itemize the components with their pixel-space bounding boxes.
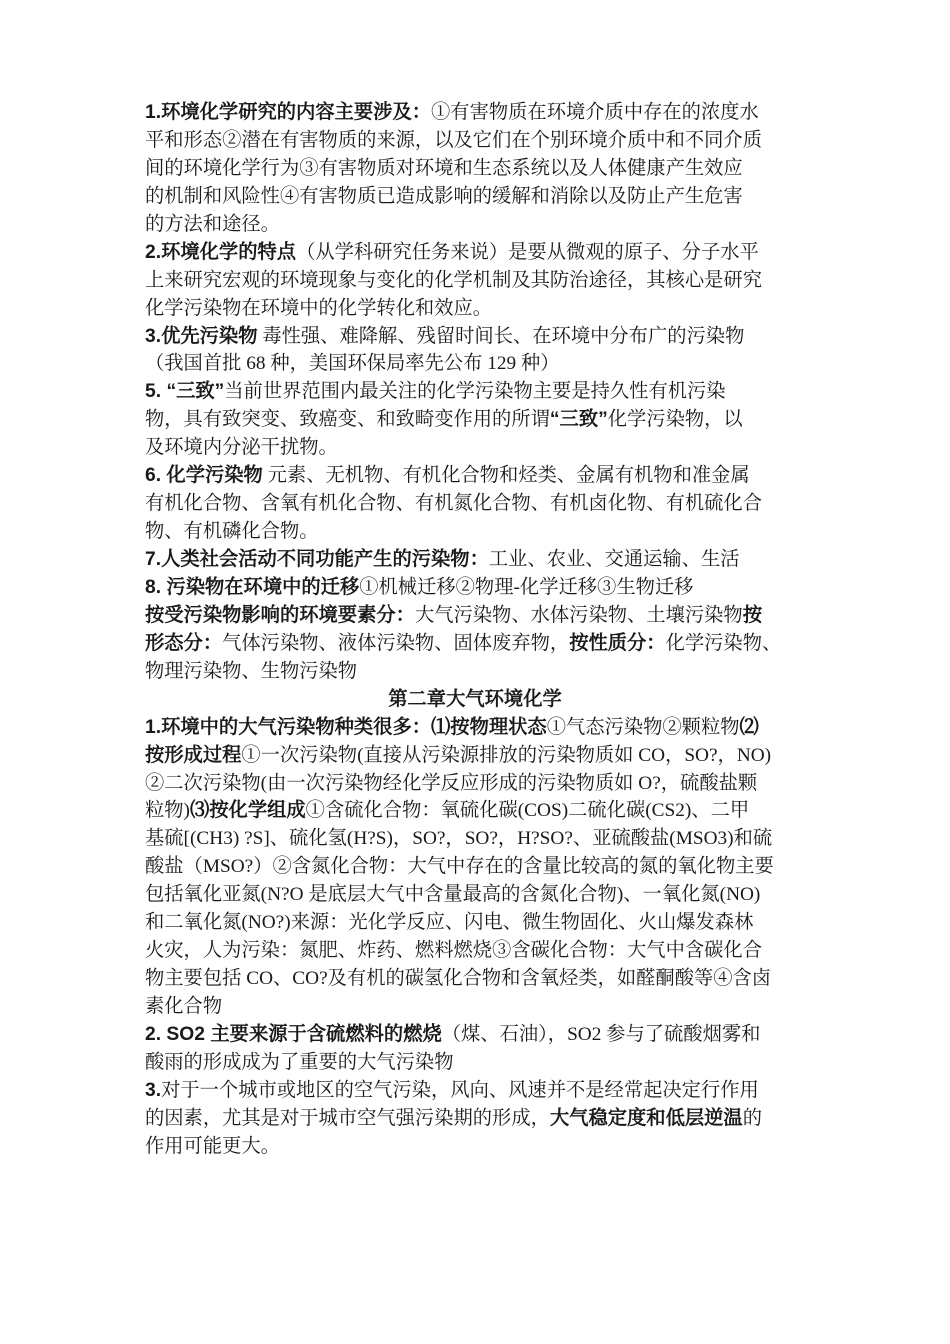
bold-term: 3.优先污染物 <box>145 325 258 347</box>
text-line <box>145 797 815 825</box>
text-segment: 化学污染物，以 <box>607 409 743 431</box>
text-segment: 作用可能更大。 <box>145 1135 280 1157</box>
text-segment: 物，具有致突变、致癌变、和致畸变作用的所谓 <box>145 409 550 431</box>
text-line <box>145 881 815 909</box>
text-segment: 大气污染物、水体污染物、土壤污染物 <box>414 604 743 626</box>
text-line <box>145 99 815 127</box>
text-line <box>145 490 815 518</box>
text-segment: 素化合物 <box>145 996 223 1017</box>
document-body <box>145 99 815 1161</box>
text-segment: 的方法和途径。 <box>145 213 280 235</box>
text-segment: ①一次污染物(直接从污染源排放的污染物质如 CO，SO?，NO) <box>241 744 772 766</box>
text-line <box>145 602 815 630</box>
text-line <box>145 1133 815 1161</box>
text-segment: ②二次污染物(由一次污染物经化学反应形成的污染物质如 O?，硫酸盐颗 <box>145 772 758 794</box>
text-line <box>145 406 815 434</box>
bold-term: “三致” <box>166 381 225 403</box>
text-line <box>145 546 815 574</box>
text-segment: 气体污染物、液体污染物、固体废弃物， <box>222 632 570 654</box>
text-line <box>145 770 815 798</box>
text-line <box>145 630 815 658</box>
text-segment: 毒性强、难降解、残留时间长、在环境中分布广的污染物 <box>257 325 745 347</box>
text-segment: （煤、石油），SO2 参与了硫酸烟雾和 <box>441 1023 761 1045</box>
text-segment: 化学污染物在环境中的化学转化和效应。 <box>145 297 493 319</box>
bold-term: 按形成过程 <box>145 744 242 766</box>
bold-term: “三致” <box>549 409 608 431</box>
text-segment: 平和形态②潜在有害物质的来源，以及它们在个别环境介质中和不同介质 <box>145 129 762 151</box>
text-line <box>145 518 815 546</box>
text-line <box>145 658 815 686</box>
text-line <box>145 937 815 965</box>
text-line <box>145 350 815 378</box>
text-line <box>145 1105 815 1133</box>
text-line <box>145 853 815 881</box>
text-line <box>145 295 815 323</box>
text-line <box>145 378 815 406</box>
text-segment: ①有害物质在环境介质中存在的浓度水 <box>431 102 759 123</box>
bold-term: 按性质分： <box>569 632 666 654</box>
text-segment: 对于一个城市或地区的空气污染，风向、风速并不是经常起决定行作用 <box>161 1079 759 1101</box>
text-line <box>145 742 815 770</box>
text-segment: 间的环境化学行为③有害物质对环境和生态系统以及人体健康产生效应 <box>145 157 743 179</box>
text-segment: 粒物) <box>145 800 190 822</box>
text-segment: 的机制和风险性④有害物质已造成影响的缓解和消除以及防止产生危害 <box>145 185 743 207</box>
bold-term: 3. <box>145 1079 162 1101</box>
text-line <box>145 714 815 742</box>
bold-term: 5. <box>145 381 167 403</box>
text-line <box>145 1021 815 1049</box>
bold-term: 按 <box>742 604 762 626</box>
bold-term: 1.环境中的大气污染物种类很多：⑴按物理状态 <box>145 716 547 738</box>
text-segment: 物、有机磷化合物。 <box>145 521 319 543</box>
text-segment: 火灾，人为污染：氮肥、炸药、燃料燃烧③含碳化合物：大气中含碳化合 <box>145 940 762 962</box>
text-segment: 基硫[(CH3) ?S]、硫化氢(H?S)，SO?，SO?，H?SO?、亚硫酸盐(MSO3)和硫 <box>145 828 773 850</box>
text-segment: （从学科研究任务来说）是要从微观的原子、分子水平 <box>296 241 759 263</box>
text-line <box>145 1049 815 1077</box>
text-line <box>145 239 815 267</box>
text-segment: ①含硫化合物：氧硫化碳(COS)二硫化碳(CS2)、二甲 <box>305 800 750 822</box>
text-segment: 有机化合物、含氧有机化合物、有机氮化合物、有机卤化物、有机硫化合 <box>145 493 762 515</box>
text-segment: 物主要包括 CO、CO?及有机的碳氢化合物和含氧烃类，如醛酮酸等④含卤 <box>145 968 772 990</box>
bold-term: 1.环境化学研究的内容主要涉及： <box>145 102 432 123</box>
text-segment: （我国首批 68 种，美国环保局率先公布 129 种） <box>145 353 560 375</box>
bold-term: 形态分： <box>145 632 223 654</box>
text-segment: 包括氧化亚氮(N?O 是底层大气中含量最高的含氮化合物)、一氧化氮(NO) <box>145 884 761 906</box>
text-segment: 酸雨的形成成为了重要的大气污染物 <box>145 1051 454 1073</box>
bold-term: 大气稳定度和低层逆温 <box>549 1107 743 1129</box>
text-line <box>145 993 815 1021</box>
text-line <box>145 434 815 462</box>
text-line <box>145 211 815 239</box>
text-segment: ①机械迁移②物理-化学迁移③生物迁移 <box>359 576 694 598</box>
bold-term: 按受污染物影响的环境要素分： <box>145 604 415 626</box>
text-line <box>145 825 815 853</box>
text-line <box>145 155 815 183</box>
text-segment: 及环境内分泌干扰物。 <box>145 437 338 459</box>
text-line <box>145 965 815 993</box>
text-segment: 当前世界范围内最关注的化学污染物主要是持久性有机污染 <box>224 381 726 403</box>
bold-term: 6. 化学污染物 <box>145 465 263 487</box>
text-segment: ①气态污染物②颗粒物 <box>546 716 740 738</box>
text-segment: 和二氧化氮(NO?)来源：光化学反应、闪电、微生物固化、火山爆发森林 <box>145 912 754 934</box>
text-segment: 工业、农业、交通运输、生活 <box>488 549 740 570</box>
text-line <box>145 127 815 155</box>
bold-term: 7.人类社会活动不同功能产生的污染物： <box>145 549 489 570</box>
bold-term: 2. SO2 主要来源于含硫燃料的燃烧 <box>145 1023 442 1045</box>
text-line <box>145 323 815 351</box>
text-line <box>145 462 815 490</box>
text-line <box>145 1077 815 1105</box>
text-segment: 元素、无机物、有机化合物和烃类、金属有机物和准金属 <box>262 465 750 487</box>
text-line <box>145 183 815 211</box>
text-segment: 物理污染物、生物污染物 <box>145 660 358 682</box>
text-line <box>145 909 815 937</box>
text-segment: 化学污染物、 <box>665 632 782 654</box>
text-segment: 上来研究宏观的环境现象与变化的化学机制及其防治途径，其核心是研究 <box>145 269 762 291</box>
text-segment: 酸盐（MSO?）②含氮化合物：大气中存在的含量比较高的氮的氧化物主要 <box>145 856 774 878</box>
bold-term: 8. 污染物在环境中的迁移 <box>145 576 360 598</box>
text-line <box>145 574 815 602</box>
text-segment: 的因素，尤其是对于城市空气强污染期的形成， <box>145 1107 550 1129</box>
bold-term: 2.环境化学的特点 <box>145 241 297 263</box>
chapter-title: 第二章大气环境化学 <box>388 688 562 710</box>
text-line <box>145 267 815 295</box>
bold-term: ⑶按化学组成 <box>189 800 306 822</box>
bold-term: ⑵ <box>739 716 759 738</box>
text-segment: 的 <box>742 1107 762 1129</box>
